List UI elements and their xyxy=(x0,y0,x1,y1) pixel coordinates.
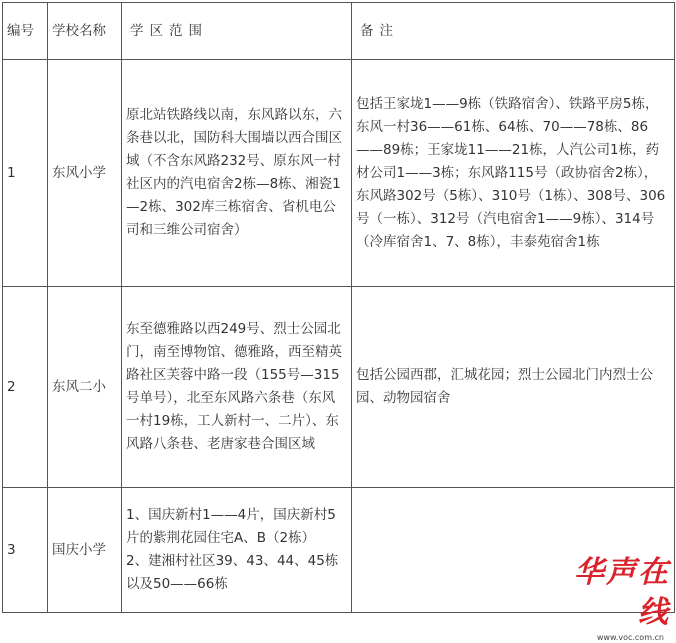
row-no: 2 xyxy=(3,287,48,488)
row-district-range: 原北站铁路线以南，东风路以东，六条巷以北，国防科大围墙以西合围区域（不含东风路232号、原东风一村社区内的汽电宿舍2栋—8栋、湘瓷1—2栋、302库三栋宿舍、省机电公司和三维公司宿舍） xyxy=(122,60,352,287)
watermark-logo xyxy=(554,553,670,642)
row-notes: 包括公园西郡，汇城花园；烈士公园北门内烈士公园、动物园宿舍 xyxy=(352,287,675,488)
row-district-range: 东至德雅路以西249号、烈士公园北门，南至博物馆、德雅路，西至精英路社区芙蓉中路一段（155号—315号单号），北至东风路六条巷（东风一村19栋，工人新村一、二片）、东风路八条巷、老唐家巷合围区域 xyxy=(122,287,352,488)
row-school-name: 东风小学 xyxy=(48,60,122,287)
watermark-url: www.voc.com.cn xyxy=(596,633,664,642)
row-district-range xyxy=(122,488,352,613)
header-school-name: 学校名称 xyxy=(48,3,122,60)
row-no: 3 xyxy=(3,488,48,613)
range-line: 1、国庆新村1——4片，国庆新村5片的紫荆花园住宅A、B（2栋） xyxy=(126,507,336,546)
table-header-row xyxy=(3,3,675,60)
row-no: 1 xyxy=(3,60,48,287)
row-school-name: 国庆小学 xyxy=(48,488,122,613)
table-row xyxy=(3,287,675,488)
range-line: 2、建湘村社区39、43、44、45栋以及50——66栋 xyxy=(126,553,339,592)
watermark-logo-text: 华声在线 xyxy=(574,555,670,630)
row-notes: 包括王家垅1——9栋（铁路宿舍）、铁路平房5栋，东风一村36——61栋、64栋、70——78栋、86——89栋；王家垅11——21栋，人汽公司1栋，药材公司1——3栋；东风路115号（政协宿舍2栋），东风路302号（5栋）、310号（1栋）、308号、306号（一栋）、312号（汽电宿舍1——9栋）、314号（冷库宿舍1、7、8栋），丰泰苑宿舍1栋 xyxy=(352,60,675,287)
table-row xyxy=(3,60,675,287)
school-district-table xyxy=(2,2,675,613)
header-notes: 备注 xyxy=(352,3,675,60)
header-district-range: 学区范围 xyxy=(122,3,352,60)
header-no: 编号 xyxy=(3,3,48,60)
row-school-name: 东风二小 xyxy=(48,287,122,488)
